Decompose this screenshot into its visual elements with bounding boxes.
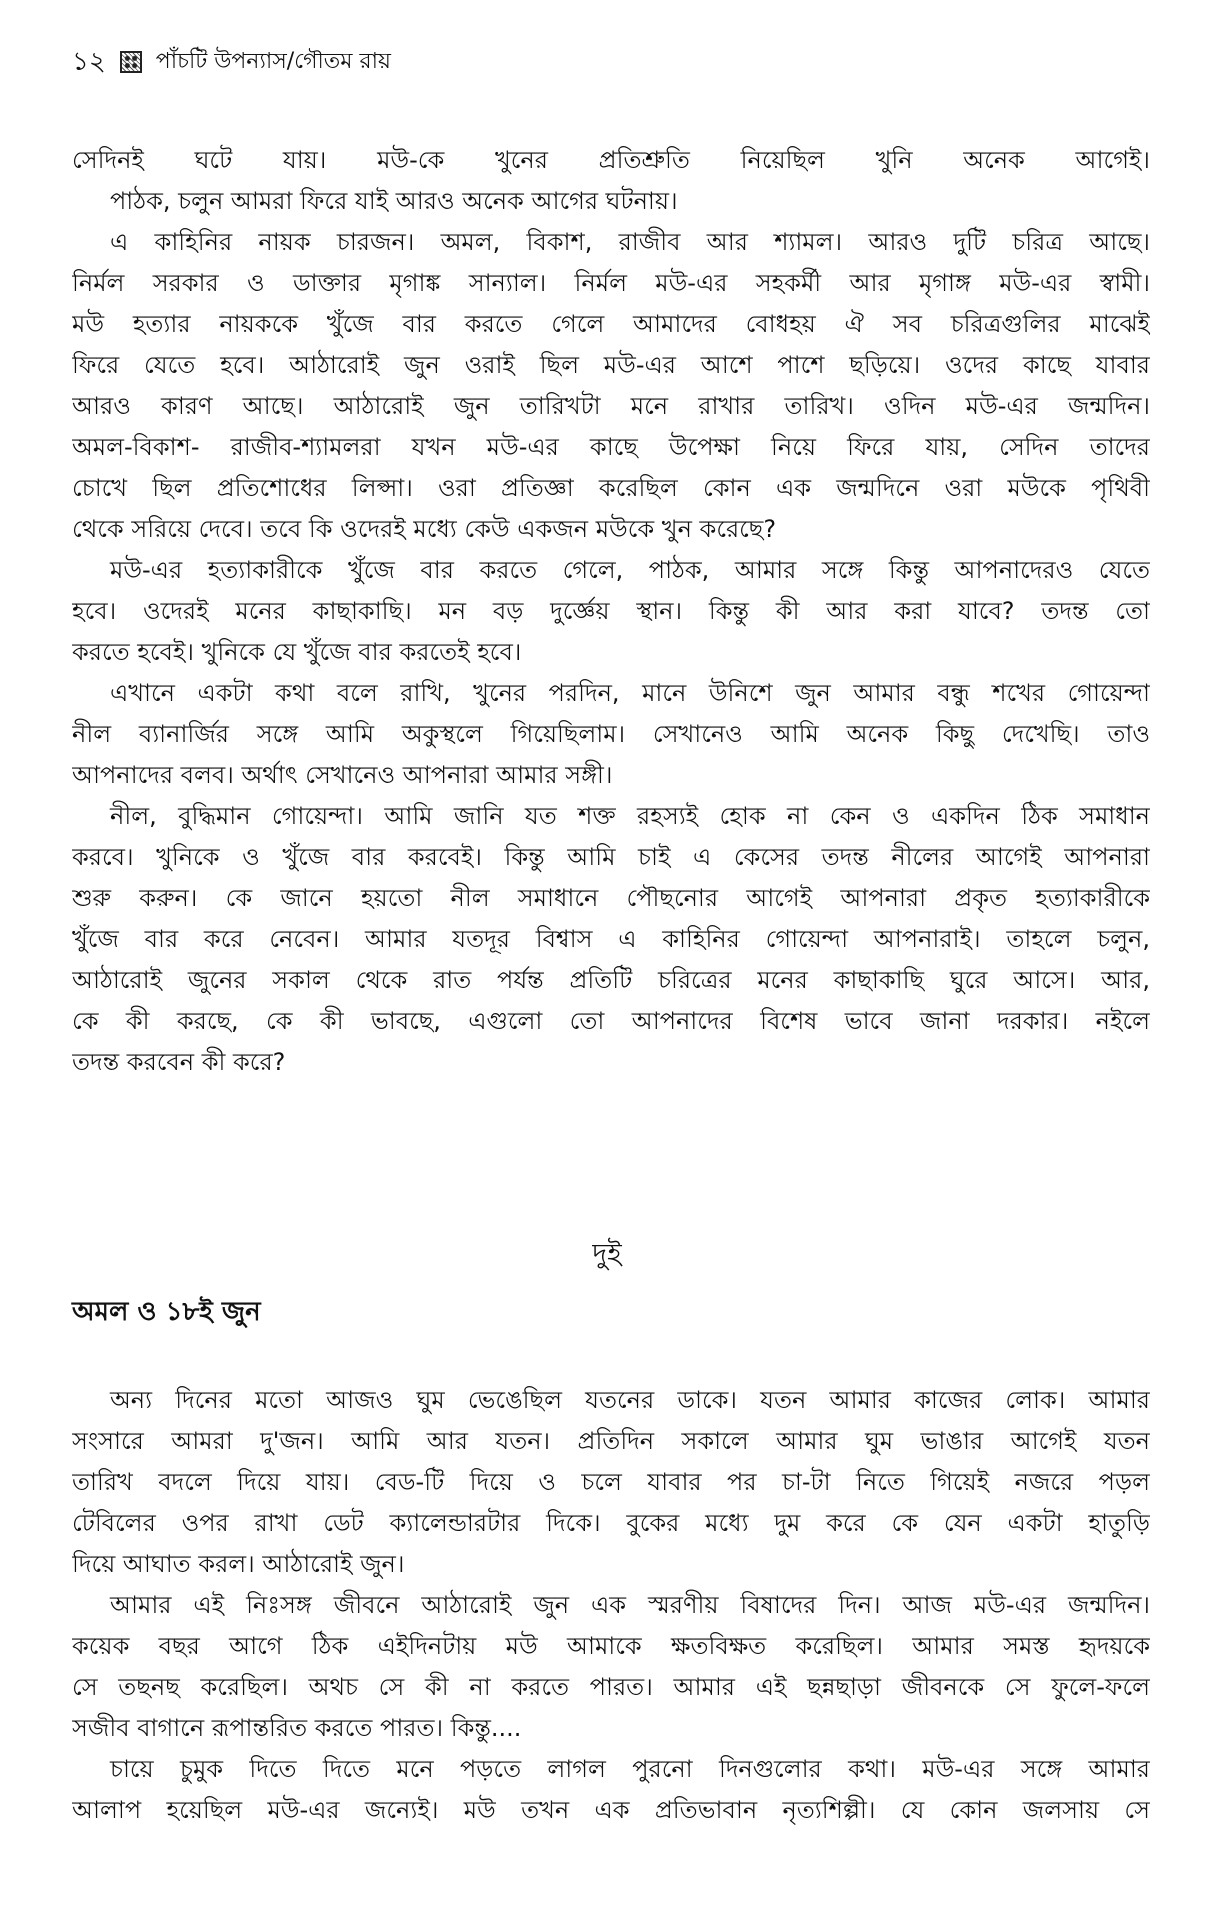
text-line: সেদিনই ঘটে যায়। মউ-কে খুনের প্রতিশ্রুতি নিয়েছিল খুনি অনেক আগেই। bbox=[72, 146, 1150, 174]
text-line: নীল, বুদ্ধিমান গোয়েন্দা। আমি জানি যত শক্ত রহস্যই হোক না কেন ও একদিন ঠিক সমাধান bbox=[110, 802, 1150, 830]
text-line: তদন্ত করবেন কী করে? bbox=[72, 1048, 286, 1076]
text-line: মউ হত্যার নায়ককে খুঁজে বার করতে গেলে আমাদের বোধহয় ঐ সব চরিত্রগুলির মাঝেই bbox=[72, 310, 1150, 338]
text-line: হবে। ওদেরই মনের কাছাকাছি। মন বড় দুর্জ্ঞেয় স্থান। কিন্তু কী আর করা যাবে? তদন্ত তো bbox=[72, 597, 1150, 625]
text-line: তারিখ বদলে দিয়ে যায়। বেড-টি দিয়ে ও চলে যাবার পর চা-টা নিতে গিয়েই নজরে পড়ল bbox=[72, 1468, 1150, 1496]
text-line: এখানে একটা কথা বলে রাখি, খুনের পরদিন, মানে উনিশে জুন আমার বন্ধু শখের গোয়েন্দা bbox=[110, 679, 1150, 707]
text-line: আপনাদের বলব। অর্থাৎ সেখানেও আপনারা আমার সঙ্গী। bbox=[72, 761, 613, 789]
section-two-text bbox=[72, 1380, 1150, 1831]
text-line: টেবিলের ওপর রাখা ডেট ক্যালেন্ডারটার দিকে। বুকের মধ্যে দুম করে কে যেন একটা হাতুড়ি bbox=[72, 1509, 1150, 1537]
text-line: কে কী করছে, কে কী ভাবছে, এগুলো তো আপনাদের বিশেষ ভাবে জানা দরকার। নইলে bbox=[72, 1007, 1150, 1035]
text-line: অন্য দিনের মতো আজও ঘুম ভেঙেছিল যতনের ডাকে। যতন আমার কাজের লোক। আমার bbox=[110, 1386, 1150, 1414]
ornament-icon bbox=[120, 51, 142, 73]
chapter-title: অমল ও ১৮ই জুন bbox=[72, 1297, 261, 1327]
running-header bbox=[72, 42, 391, 82]
text-line: ফিরে যেতে হবে। আঠারোই জুন ওরাই ছিল মউ-এর আশে পাশে ছড়িয়ে। ওদের কাছে যাবার bbox=[72, 351, 1150, 379]
text-line: খুঁজে বার করে নেবেন। আমার যতদূর বিশ্বাস এ কাহিনির গোয়েন্দা আপনারাই। তাহলে চলুন, bbox=[72, 925, 1150, 953]
text-line: আঠারোই জুনের সকাল থেকে রাত পর্যন্ত প্রতিটি চরিত্রের মনের কাছাকাছি ঘুরে আসে। আর, bbox=[72, 966, 1150, 994]
text-line: থেকে সরিয়ে দেবে। তবে কি ওদেরই মধ্যে কেউ একজন মউকে খুন করেছে? bbox=[72, 515, 777, 543]
text-line: আলাপ হয়েছিল মউ-এর জন্যেই। মউ তখন এক প্রতিভাবান নৃত্যশিল্পী। যে কোন জলসায় সে bbox=[72, 1796, 1150, 1824]
text-line: দিয়ে আঘাত করল। আঠারোই জুন। bbox=[72, 1550, 405, 1578]
text-line: করবে। খুনিকে ও খুঁজে বার করবেই। কিন্তু আমি চাই এ কেসের তদন্ত নীলের আগেই আপনারা bbox=[72, 843, 1150, 871]
text-line: মউ-এর হত্যাকারীকে খুঁজে বার করতে গেলে, পাঠক, আমার সঙ্গে কিন্তু আপনাদেরও যেতে bbox=[110, 556, 1150, 584]
text-line: নির্মল সরকার ও ডাক্তার মৃগাঙ্ক সান্যাল। নির্মল মউ-এর সহকর্মী আর মৃগাঙ্গ মউ-এর স্বামী। bbox=[72, 269, 1150, 297]
text-line: নীল ব্যানার্জির সঙ্গে আমি অকুস্থলে গিয়েছিলাম। সেখানেও আমি অনেক কিছু দেখেছি। তাও bbox=[72, 720, 1150, 748]
text-line: চোখে ছিল প্রতিশোধের লিপ্সা। ওরা প্রতিজ্ঞা করেছিল কোন এক জন্মদিনে ওরা মউকে পৃথিবী bbox=[72, 474, 1150, 502]
section-number: দুই bbox=[592, 1237, 622, 1270]
text-line: আমার এই নিঃসঙ্গ জীবনে আঠারোই জুন এক স্মরণীয় বিষাদের দিন। আজ মউ-এর জন্মদিন। bbox=[110, 1591, 1150, 1619]
text-line: আরও কারণ আছে। আঠারোই জুন তারিখটা মনে রাখার তারিখ। ওদিন মউ-এর জন্মদিন। bbox=[72, 392, 1150, 420]
text-line: সংসারে আমরা দু'জন। আমি আর যতন। প্রতিদিন সকালে আমার ঘুম ভাঙার আগেই যতন bbox=[72, 1427, 1150, 1455]
book-title-author: পাঁচটি উপন্যাস/গৌতম রায় bbox=[155, 49, 391, 74]
text-line: সে তছনছ করেছিল। অথচ সে কী না করতে পারত। আমার এই ছন্নছাড়া জীবনকে সে ফুলে-ফলে bbox=[72, 1673, 1150, 1701]
section-one-text bbox=[72, 140, 1150, 1083]
text-line: শুরু করুন। কে জানে হয়তো নীল সমাধানে পৌছনোর আগেই আপনারা প্রকৃত হত্যাকারীকে bbox=[72, 884, 1150, 912]
text-line: অমল-বিকাশ- রাজীব-শ্যামলরা যখন মউ-এর কাছে উপেক্ষা নিয়ে ফিরে যায়, সেদিন তাদের bbox=[72, 433, 1150, 461]
text-line: সজীব বাগানে রূপান্তরিত করতে পারত। কিন্তু.... bbox=[72, 1714, 522, 1742]
text-line: করতে হবেই। খুনিকে যে খুঁজে বার করতেই হবে। bbox=[72, 638, 522, 666]
page-number: ১২ bbox=[72, 47, 106, 77]
text-line: পাঠক, চলুন আমরা ফিরে যাই আরও অনেক আগের ঘটনায়। bbox=[110, 187, 678, 215]
text-line: চায়ে চুমুক দিতে দিতে মনে পড়তে লাগল পুরনো দিনগুলোর কথা। মউ-এর সঙ্গে আমার bbox=[110, 1755, 1150, 1783]
text-line: কয়েক বছর আগে ঠিক এইদিনটায় মউ আমাকে ক্ষতবিক্ষত করেছিল। আমার সমস্ত হৃদয়কে bbox=[72, 1632, 1150, 1660]
text-line: এ কাহিনির নায়ক চারজন। অমল, বিকাশ, রাজীব আর শ্যামল। আরও দুটি চরিত্র আছে। bbox=[110, 228, 1150, 256]
